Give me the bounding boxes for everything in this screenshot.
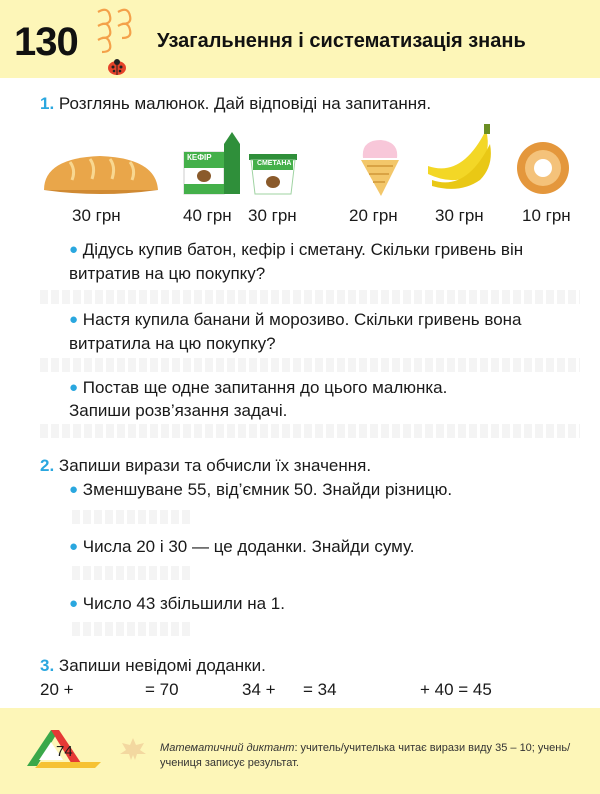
equation-2-right: = 34 [303, 680, 337, 699]
task-2-item-3: ● Число 43 збільшили на 1. [69, 594, 285, 613]
task-1-question-1: ● Дідусь купив батон, кефір і сметану. Скільки гривень він витратив на цю покупку? [69, 240, 524, 283]
footer-note [160, 741, 580, 771]
smetana-cup-icon [248, 152, 298, 196]
bullet-icon: ● [69, 311, 79, 328]
bagel-icon [515, 140, 571, 196]
answer-line [72, 566, 192, 580]
spiral-binding-icon [92, 4, 140, 64]
price-kefir: 40 грн [183, 206, 232, 225]
footer-note-text: : учитель/учителька читає вирази виду 35 – 10; учень/учениця записує результат. [160, 742, 571, 769]
equation-2-left: 34 + [242, 680, 276, 699]
price-bread: 30 грн [72, 206, 121, 225]
task-2-text: Запиши вирази та обчисли їх значення. [58, 456, 372, 475]
task-2-heading [40, 456, 371, 476]
task-1-question-3: ● Постав ще одне запитання до цього малюнка. [69, 378, 448, 397]
task-1-number: 1. [40, 94, 55, 113]
task-3-number: 3. [40, 656, 55, 675]
bullet-icon: ● [69, 241, 79, 258]
bullet-icon: ● [69, 481, 79, 498]
bullet-icon: ● [69, 595, 79, 612]
maple-leaf-icon [118, 736, 148, 762]
answer-line [40, 424, 580, 438]
smetana-label: СМЕТАНА [257, 160, 292, 167]
task-2-item-1: ● Зменшуване 55, від’ємник 50. Знайди різницю. [69, 480, 453, 499]
bullet-icon: ● [69, 379, 79, 396]
equation-3: + 40 = 45 [420, 680, 492, 699]
page-title: Узагальнення і систематизація знань [157, 30, 526, 52]
task-1-heading [40, 94, 431, 114]
price-smetana: 30 грн [248, 206, 297, 225]
footer-page-number: 74 [56, 743, 73, 760]
bananas-icon [422, 122, 496, 192]
bullet-icon: ● [69, 538, 79, 555]
task-3-text: Запиши невідомі доданки. [58, 656, 266, 675]
task-1-question-3-cont: Запиши розв’язання задачі. [69, 401, 288, 420]
ice-cream-icon [355, 136, 405, 198]
task-2-item-2: ● Числа 20 і 30 — це доданки. Знайди суму. [69, 537, 415, 556]
ladybug-icon [106, 58, 128, 76]
kefir-carton-icon [182, 130, 244, 196]
equation-1-left: 20 + [40, 680, 74, 699]
answer-line [40, 290, 580, 304]
task-3-heading [40, 656, 266, 676]
answer-line [72, 622, 192, 636]
task-1-text: Розглянь малюнок. Дай відповіді на запитання. [58, 94, 432, 113]
bread-loaf-icon [40, 150, 162, 198]
price-bagel: 10 грн [522, 206, 571, 225]
equation-1-right: = 70 [145, 680, 179, 699]
task-1-question-2: ● Настя купила банани й морозиво. Скільки гривень вона витратила на цю покупку? [69, 310, 522, 353]
answer-line [72, 510, 192, 524]
answer-line [40, 358, 580, 372]
price-bananas: 30 грн [435, 206, 484, 225]
price-ice-cream: 20 грн [349, 206, 398, 225]
task-2-number: 2. [40, 456, 55, 475]
kefir-label: КЕФІР [187, 153, 212, 162]
footer-note-label: Математичний диктант [160, 742, 295, 754]
page-number: 130 [14, 20, 78, 64]
